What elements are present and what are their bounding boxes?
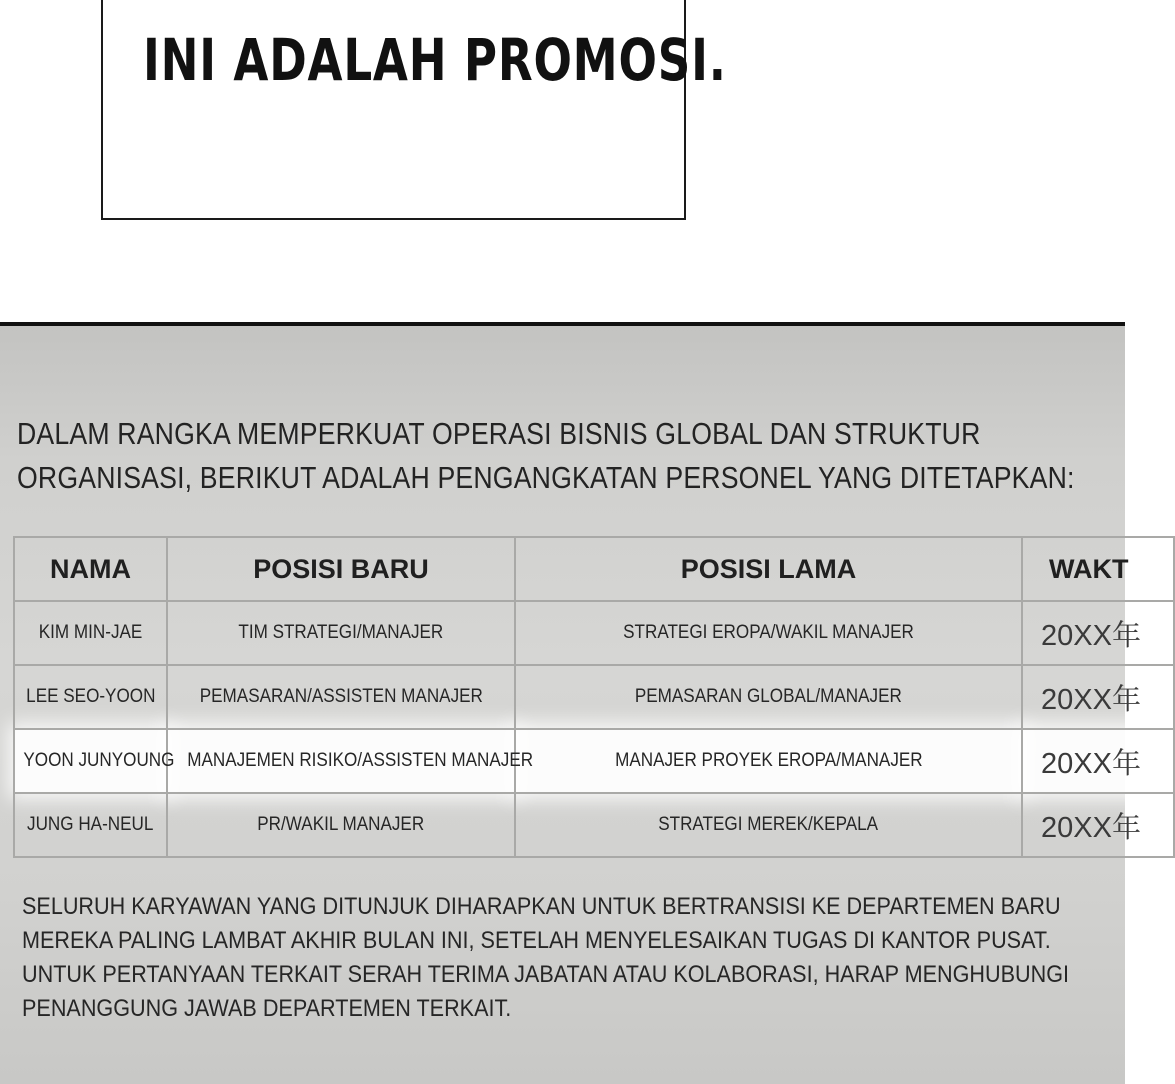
caption-text: INI ADALAH PROMOSI. <box>143 26 727 94</box>
table-row-highlighted <box>14 729 1174 793</box>
row-time: 20XX年 <box>1022 793 1174 857</box>
intro-line-2: ORGANISASI, BERIKUT ADALAH PENGANGKATAN PERSONEL YANG DITETAPKAN: <box>17 460 1075 495</box>
table-row <box>14 601 1174 665</box>
table-row <box>14 793 1174 857</box>
table-header-row <box>14 537 1174 601</box>
intro-line-1: DALAM RANGKA MEMPERKUAT OPERASI BISNIS GLOBAL DAN STRUKTUR <box>17 416 981 451</box>
speech-caption-box <box>101 0 727 220</box>
table-row <box>14 665 1174 729</box>
row-name: LEE SEO-YOON <box>25 686 156 707</box>
row-old-position: STRATEGI EROPA/WAKIL MANAJER <box>623 622 914 643</box>
row-time: 20XX年 <box>1022 729 1174 793</box>
row-old-position: STRATEGI MEREK/KEPALA <box>658 814 879 835</box>
promotion-table <box>13 536 1175 858</box>
closing-line-4: PENANGGUNG JAWAB DEPARTEMEN TERKAIT. <box>22 995 512 1022</box>
row-new-position: MANAJEMEN RISIKO/ASSISTEN MANAJER <box>187 750 534 771</box>
header-name: NAMA <box>14 537 167 601</box>
row-time: 20XX年 <box>1022 601 1174 665</box>
row-new-position: PR/WAKIL MANAJER <box>257 814 425 835</box>
header-time: WAKT <box>1022 537 1174 601</box>
notice-closing <box>22 890 1102 1026</box>
row-new-position: PEMASARAN/ASSISTEN MANAJER <box>199 686 483 707</box>
row-time: 20XX年 <box>1022 665 1174 729</box>
header-old-position: POSISI LAMA <box>515 537 1022 601</box>
header-new-position: POSISI BARU <box>167 537 515 601</box>
closing-line-3: UNTUK PERTANYAAN TERKAIT SERAH TERIMA JABATAN ATAU KOLABORASI, HARAP MENGHUBUNGI <box>22 961 1070 988</box>
row-old-position: PEMASARAN GLOBAL/MANAJER <box>634 686 903 707</box>
closing-line-2: MEREKA PALING LAMBAT AKHIR BULAN INI, SETELAH MENYELESAIKAN TUGAS DI KANTOR PUSAT. <box>22 927 1051 954</box>
row-old-position: MANAJER PROYEK EROPA/MANAJER <box>614 750 923 771</box>
row-name: JUNG HA-NEUL <box>27 814 154 835</box>
row-name: KIM MIN-JAE <box>38 622 143 643</box>
row-name: YOON JUNYOUNG <box>23 750 175 771</box>
row-new-position: TIM STRATEGI/MANAJER <box>238 622 444 643</box>
closing-line-1: SELURUH KARYAWAN YANG DITUNJUK DIHARAPKAN UNTUK BERTRANSISI KE DEPARTEMEN BARU <box>22 893 1061 920</box>
notice-panel <box>0 322 1141 1084</box>
notice-intro <box>17 412 1135 500</box>
